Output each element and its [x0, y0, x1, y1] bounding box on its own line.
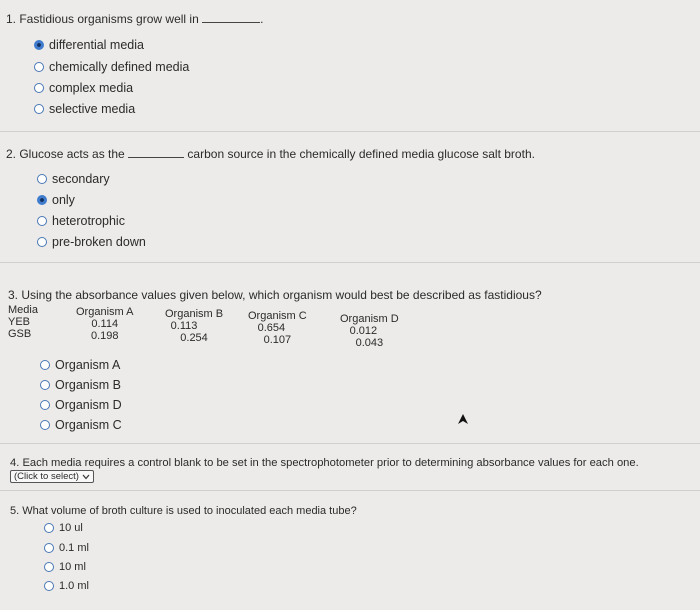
q2-option-1[interactable] — [37, 172, 110, 186]
question-1-text: 1. Fastidious organisms grow well in — [6, 12, 199, 26]
yeb-value: 0.113 — [170, 320, 198, 332]
q3-option-label: Organism C — [55, 418, 122, 432]
radio-icon[interactable] — [37, 174, 47, 184]
q2-option-3[interactable] — [37, 214, 125, 228]
q5-option-label: 1.0 ml — [59, 580, 89, 592]
q5-option-3[interactable] — [44, 561, 86, 573]
table-row-header — [8, 304, 38, 340]
media-header: Media — [8, 304, 38, 316]
q5-option-label: 0.1 ml — [59, 542, 89, 554]
q3-option-1[interactable] — [40, 358, 120, 372]
radio-icon[interactable] — [34, 104, 44, 114]
radio-icon[interactable] — [44, 523, 54, 533]
question-2-text-after: carbon source in the chemically defined media glucose salt broth. — [187, 147, 535, 161]
question-2-text: 2. Glucose acts as the — [6, 147, 125, 161]
question-4-prompt: 4. Each media requires a control blank to be set in the spectrophotometer prior to determining absorbance values for each one. — [10, 457, 639, 469]
q5-option-label: 10 ml — [59, 561, 86, 573]
column-header: Organism C — [248, 310, 307, 322]
radio-selected-icon[interactable] — [37, 195, 47, 205]
radio-icon[interactable] — [40, 380, 50, 390]
divider — [0, 262, 700, 263]
divider — [0, 490, 700, 491]
radio-icon[interactable] — [40, 400, 50, 410]
q5-option-2[interactable] — [44, 542, 89, 554]
radio-icon[interactable] — [44, 543, 54, 553]
yeb-value: 0.114 — [91, 318, 119, 330]
radio-icon[interactable] — [40, 360, 50, 370]
q3-option-label: Organism A — [55, 358, 121, 372]
column-header: Organism B — [165, 308, 224, 320]
q3-option-4[interactable] — [40, 418, 122, 432]
yeb-value: 0.654 — [257, 322, 286, 334]
q1-option-3[interactable] — [34, 81, 133, 95]
radio-icon[interactable] — [44, 562, 54, 572]
gsb-value: 0.043 — [355, 337, 384, 349]
column-header: Organism D — [340, 313, 399, 325]
chevron-down-icon — [82, 474, 90, 480]
q1-option-label: differential media — [49, 38, 144, 52]
divider — [0, 443, 700, 444]
question-2-blank — [128, 145, 184, 158]
table-column-organism-d — [340, 313, 399, 349]
q1-option-1[interactable] — [34, 38, 144, 52]
radio-selected-icon[interactable] — [34, 40, 44, 50]
q2-option-2[interactable] — [37, 193, 75, 207]
q2-option-label: pre-broken down — [52, 235, 146, 249]
question-1-prompt — [6, 10, 263, 26]
radio-icon[interactable] — [37, 216, 47, 226]
question-1-blank — [202, 10, 260, 23]
q1-option-2[interactable] — [34, 60, 189, 74]
radio-icon[interactable] — [44, 581, 54, 591]
q3-option-label: Organism D — [55, 398, 122, 412]
q5-option-1[interactable] — [44, 522, 83, 534]
table-column-organism-b — [165, 308, 223, 344]
q2-option-label: secondary — [52, 172, 110, 186]
question-2-prompt — [6, 145, 535, 161]
divider — [0, 131, 700, 132]
select-value: (Click to select) — [14, 471, 79, 482]
radio-icon[interactable] — [40, 420, 50, 430]
media-row-gsb: GSB — [8, 328, 32, 340]
q2-option-label: heterotrophic — [52, 214, 125, 228]
radio-icon[interactable] — [34, 83, 44, 93]
radio-icon[interactable] — [37, 237, 47, 247]
q3-option-3[interactable] — [40, 398, 122, 412]
table-column-organism-a — [76, 306, 133, 342]
q5-option-4[interactable] — [44, 580, 89, 592]
gsb-value: 0.198 — [90, 330, 119, 342]
q1-option-label: chemically defined media — [49, 60, 190, 74]
gsb-value: 0.254 — [180, 332, 208, 344]
question-5-prompt: 5. What volume of broth culture is used to inoculated each media tube? — [10, 505, 357, 517]
question-3-prompt: 3. Using the absorbance values given below, which organism would best be described as fastidious? — [8, 288, 542, 302]
q5-option-label: 10 ul — [59, 522, 83, 534]
yeb-value: 0.012 — [349, 325, 378, 337]
q1-option-label: selective media — [49, 102, 136, 116]
q1-option-label: complex media — [49, 81, 134, 95]
q1-option-4[interactable] — [34, 102, 135, 116]
arrow-cursor-icon — [458, 414, 468, 426]
q2-option-label: only — [52, 193, 75, 207]
q2-option-4[interactable] — [37, 235, 146, 249]
question-1-period: . — [260, 12, 264, 26]
media-row-yeb: YEB — [8, 316, 31, 328]
gsb-value: 0.107 — [263, 334, 292, 346]
table-column-organism-c — [248, 310, 307, 346]
q3-option-2[interactable] — [40, 378, 121, 392]
column-header: Organism A — [76, 306, 134, 318]
q3-option-label: Organism B — [55, 378, 121, 392]
question-4-select[interactable] — [10, 470, 94, 483]
radio-icon[interactable] — [34, 62, 44, 72]
